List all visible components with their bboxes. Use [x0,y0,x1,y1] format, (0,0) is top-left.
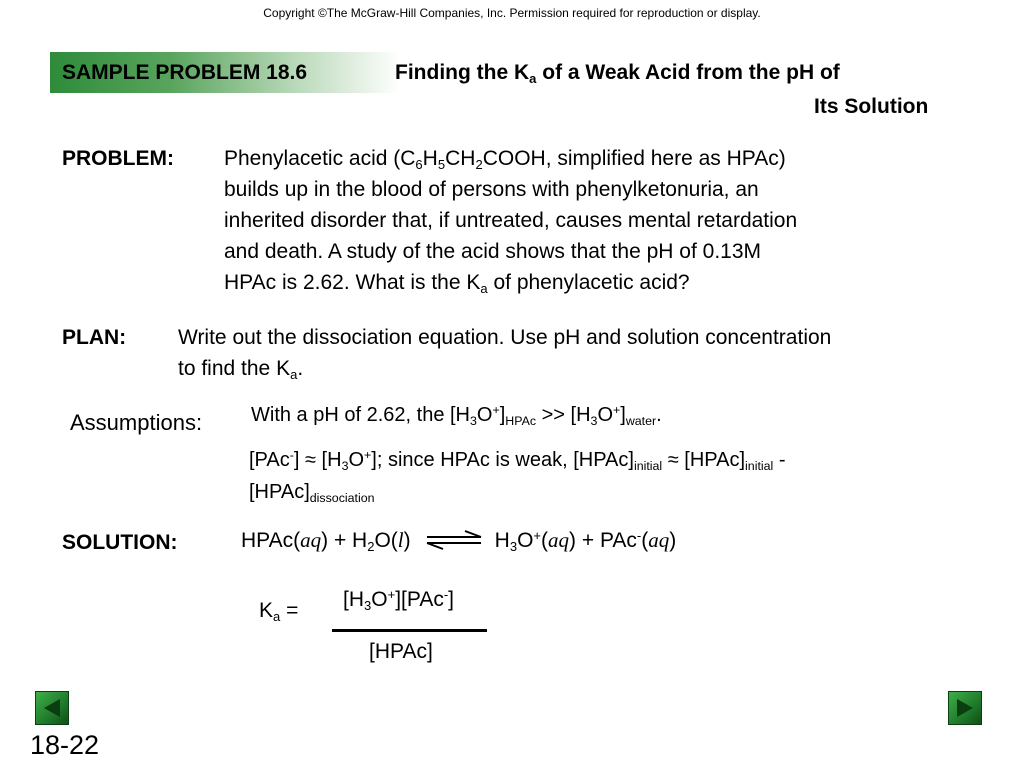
plan-line: Write out the dissociation equation. Use pH and solution concentration [178,326,832,349]
assumption-2-line: $[PAc^-] \approx [H_3O^+]$; since HPAc is weak, $[HPAc]_{initial}$ ≈ $[HPAc]_{initial}$ - [249,448,786,473]
solution-label: SOLUTION: [62,531,178,554]
sample-problem-label: SAMPLE PROBLEM 18.6 [62,61,308,84]
problem-label: PROBLEM: [62,147,174,170]
triangle-left-icon [42,698,62,718]
next-slide-button[interactable] [948,691,982,725]
assumption-1: With a pH of 2.62, the $[H_3O^+]_{HPAc} >> [H_3O^+]_{water}$. [251,403,662,428]
assumption-2 [249,444,786,508]
slide-number: 18-22 [30,730,100,760]
ka-label: $K_a$ = [259,599,299,625]
problem-line: and death. A study of the acid shows that the pH of 0.13M [224,240,762,263]
equilibrium-arrow-icon [425,530,483,550]
problem-line: Phenylacetic acid ($C_6H_5CH_2COOH$, simplified here as HPAc) [224,147,786,173]
plan-label: PLAN: [62,326,127,349]
fraction-bar [332,629,487,632]
problem-line: HPAc is 2.62. What is the $K_a$ of phenylacetic acid? [224,271,690,297]
problem-line: inherited disorder that, if untreated, causes mental retardation [224,209,798,232]
previous-slide-button[interactable] [35,691,69,725]
triangle-right-icon [955,698,975,718]
plan-text [178,322,831,384]
plan-line: to find the $K_a$. [178,357,304,383]
slide-title: Finding the $K_a$ of a Weak Acid from the pH of [395,61,840,87]
assumption-2-line: $[HPAc]_{dissociation}$ [249,481,375,505]
ka-denominator: [HPAc] [369,640,433,663]
assumptions-label: Assumptions: [70,410,203,435]
problem-text [224,143,797,298]
dissociation-equation: HPAc(aq) + $H_2O(l) H_3O^+(aq) + PAc^-(aq)$ [241,527,677,555]
problem-line: builds up in the blood of persons with phenylketonuria, an [224,178,759,201]
ka-numerator: $[H_3O^+][PAc^-]$ [343,586,455,614]
copyright-notice: Copyright ©The McGraw-Hill Companies, Inc. Permission required for reproduction or display. [263,6,761,20]
slide-title-line2: Its Solution [814,95,929,118]
